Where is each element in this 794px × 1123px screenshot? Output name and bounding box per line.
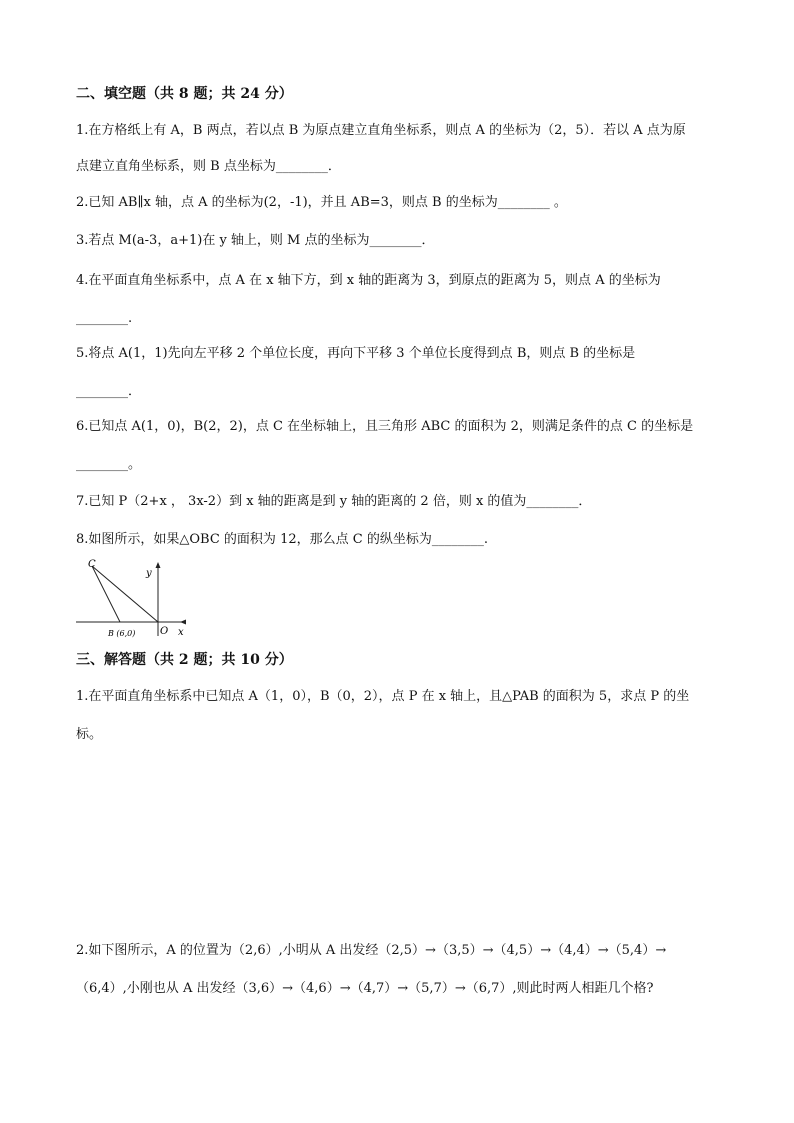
answer-question-1-line-1: 1.在平面直角坐标系中已知点 A（1，0），B（0，2），点 P 在 x 轴上，且△PAB 的面积为 5，求点 P 的坐 bbox=[76, 689, 690, 704]
answer-question-2-line-2: （6,4）,小刚也从 A 出发经（3,6）→（4,6）→（4,7）→（5,7）→（6,7）,则此时两人相距几个格? bbox=[76, 981, 654, 996]
question-5-line-1: 5.将点 A(1，1)先向左平移 2 个单位长度，再向下平移 3 个单位长度得到点 B，则点 B 的坐标是 bbox=[76, 346, 636, 361]
triangle-figure-svg bbox=[72, 556, 196, 640]
triangle-figure bbox=[72, 556, 196, 640]
label-c: C bbox=[88, 559, 96, 570]
label-o: O bbox=[160, 626, 169, 637]
question-6-line-2: ________。 bbox=[76, 457, 142, 472]
segment-cb bbox=[92, 566, 120, 622]
question-7: 7.已知 P（2+x ， 3x-2）到 x 轴的距离是到 y 轴的距离的 2 倍，则 x 的值为________． bbox=[76, 494, 592, 509]
label-x: x bbox=[178, 627, 184, 638]
answer-question-2-line-1: 2.如下图所示，A 的位置为（2,6）,小明从 A 出发经（2,5）→（3,5）→（4,5）→（4,4）→（5,4）→ bbox=[76, 943, 667, 958]
question-8: 8.如图所示，如果△OBC 的面积为 12，那么点 C 的纵坐标为________. bbox=[76, 532, 488, 547]
fill-blank-heading: 二、填空题（共 8 题；共 24 分） bbox=[76, 86, 293, 102]
question-5-line-2: ________． bbox=[76, 384, 142, 399]
question-4-line-2: ________. bbox=[76, 311, 133, 326]
answer-heading: 三、解答题（共 2 题；共 10 分） bbox=[76, 652, 293, 668]
y-axis-arrow bbox=[156, 562, 161, 568]
x-axis-arrow bbox=[180, 620, 186, 625]
answer-question-1-line-2: 标。 bbox=[76, 727, 103, 742]
question-4-line-1: 4.在平面直角坐标系中，点 A 在 x 轴下方，到 x 轴的距离为 3，到原点的距离为 5，则点 A 的坐标为 bbox=[76, 273, 661, 288]
question-3: 3.若点 M(a-3，a+1)在 y 轴上，则 M 点的坐标为________． bbox=[76, 233, 435, 248]
question-2: 2.已知 AB∥x 轴，点 A 的坐标为(2，-1)，并且 AB=3，则点 B 的坐标为________ 。 bbox=[76, 195, 567, 210]
label-y: y bbox=[146, 568, 152, 579]
question-1-line-2: 点建立直角坐标系，则 B 点坐标为________． bbox=[76, 159, 341, 174]
question-6-line-1: 6.已知点 A(1，0)，B(2，2)，点 C 在坐标轴上，且三角形 ABC 的面积为 2，则满足条件的点 C 的坐标是 bbox=[76, 419, 694, 434]
question-1-line-1: 1.在方格纸上有 A，B 两点，若以点 B 为原点建立直角坐标系，则点 A 的坐标为（2，5）．若以 A 点为原 bbox=[76, 123, 686, 138]
label-b: B (6,0) bbox=[108, 629, 136, 638]
